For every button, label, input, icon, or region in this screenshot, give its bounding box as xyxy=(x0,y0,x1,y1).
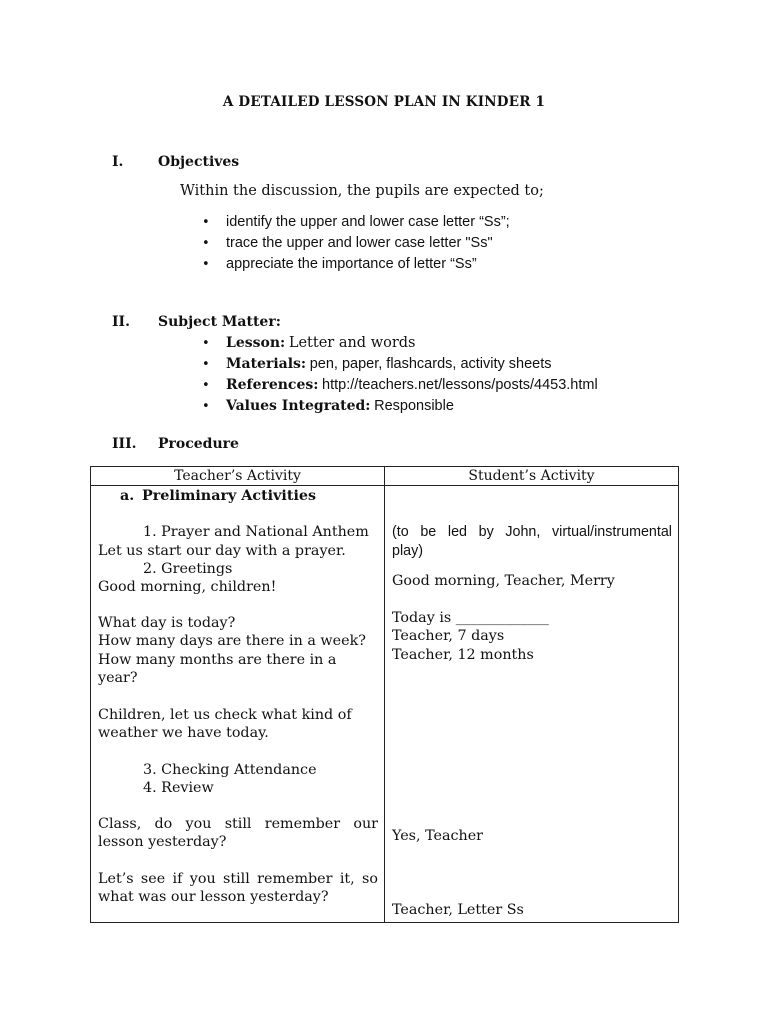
table-row xyxy=(91,486,679,923)
student-months-answer: Teacher, 12 months xyxy=(392,647,534,663)
item-label: References: xyxy=(226,377,319,393)
list-item xyxy=(226,375,598,396)
student-lesson-answer: Teacher, Letter Ss xyxy=(392,902,524,918)
teacher-months-question: How many months are there in a xyxy=(98,652,337,668)
teacher-recall-question: Let’s see if you still remember it, so xyxy=(98,871,378,887)
item-label: Materials: xyxy=(226,356,307,372)
student-greeting: Good morning, Teacher, Merry xyxy=(392,573,615,589)
table-header-row xyxy=(91,467,679,486)
teacher-review-question-cont: lesson yesterday? xyxy=(98,834,227,850)
teacher-review-question: Class, do you still remember our xyxy=(98,816,378,832)
item-value: Responsible xyxy=(374,398,454,414)
student-led-note: (to be led by John, virtual/instrumental xyxy=(392,524,672,540)
preliminary-heading: Preliminary Activities xyxy=(142,488,317,504)
item-label: Values Integrated: xyxy=(226,398,371,414)
list-item: • appreciate the importance of letter “Ss” xyxy=(226,254,510,275)
student-led-note-cont: play) xyxy=(392,543,423,559)
item-value: Letter and words xyxy=(288,335,416,351)
list-item: • trace the upper and lower case letter "Ss" xyxy=(226,233,510,254)
item-label: Lesson: xyxy=(226,335,286,351)
teacher-activity-header: Teacher’s Activity xyxy=(91,467,385,486)
objectives-heading: Objectives xyxy=(158,154,240,170)
objectives-intro: Within the discussion, the pupils are expected to; xyxy=(180,183,544,199)
student-activity-header: Student’s Activity xyxy=(385,467,679,486)
list-item xyxy=(226,396,598,417)
procedure-table xyxy=(90,466,679,923)
list-item xyxy=(226,354,598,375)
objectives-number: I. xyxy=(112,154,124,170)
student-review-answer: Yes, Teacher xyxy=(392,828,484,844)
list-item xyxy=(226,333,598,354)
teacher-week-question: How many days are there in a week? xyxy=(98,633,366,649)
teacher-prayer: Let us start our day with a prayer. xyxy=(98,543,346,559)
subject-matter-number: II. xyxy=(112,314,130,330)
teacher-day-question: What day is today? xyxy=(98,615,236,631)
teacher-months-question-cont: year? xyxy=(98,670,138,686)
reference-link: http://teachers.net/lessons/posts/4453.html xyxy=(322,377,598,393)
teacher-weather-question: Children, let us check what kind of xyxy=(98,707,352,723)
teacher-weather-question-cont: weather we have today. xyxy=(98,725,269,741)
student-activity-cell xyxy=(385,486,679,923)
step-attendance: 3. Checking Attendance xyxy=(143,762,317,778)
procedure-number: III. xyxy=(112,436,137,452)
objectives-list xyxy=(226,212,510,275)
list-item: • identify the upper and lower case letter “Ss”; xyxy=(226,212,510,233)
step-review: 4. Review xyxy=(143,780,214,796)
teacher-activity-cell xyxy=(91,486,385,923)
teacher-greeting: Good morning, children! xyxy=(98,579,277,595)
student-day-answer: Today is _____________ xyxy=(392,610,549,626)
item-value: pen, paper, flashcards, activity sheets xyxy=(309,356,552,372)
student-week-answer: Teacher, 7 days xyxy=(392,628,505,644)
preliminary-marker: a. xyxy=(120,488,135,504)
subject-matter-list xyxy=(226,333,598,417)
step-prayer: 1. Prayer and National Anthem xyxy=(143,524,369,540)
step-greetings: 2. Greetings xyxy=(143,561,233,577)
page-title: A DETAILED LESSON PLAN IN KINDER 1 xyxy=(222,94,546,110)
teacher-recall-question-cont: what was our lesson yesterday? xyxy=(98,889,329,905)
procedure-heading: Procedure xyxy=(158,436,239,452)
subject-matter-heading: Subject Matter: xyxy=(158,314,281,330)
